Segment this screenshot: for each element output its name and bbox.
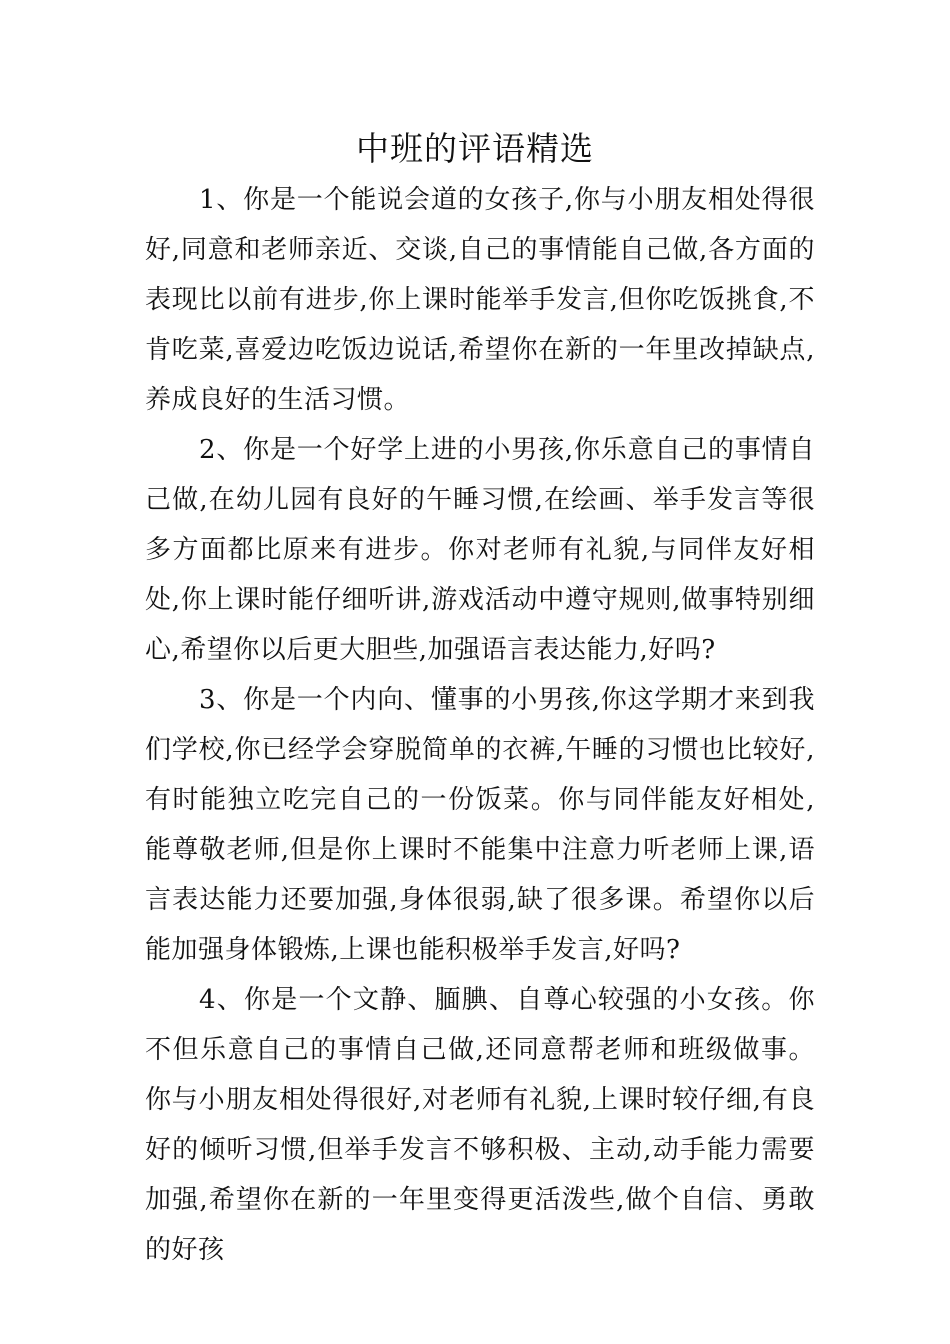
document-body	[145, 175, 815, 1275]
paragraph-1: 1、你是一个能说会道的女孩子,你与小朋友相处得很好,同意和老师亲近、交谈,自己的事情能自己做,各方面的表现比以前有进步,你上课时能举手发言,但你吃饭挑食,不肯吃菜,喜爱边吃饭边说话,希望你在新的一年里改掉缺点,养成良好的生活习惯。	[145, 185, 815, 415]
document-title: 中班的评语精选	[356, 129, 594, 168]
paragraph-2: 2、你是一个好学上进的小男孩,你乐意自己的事情自己做,在幼儿园有良好的午睡习惯,在绘画、举手发言等很多方面都比原来有进步。你对老师有礼貌,与同伴友好相处,你上课时能仔细听讲,游戏活动中遵守规则,做事特别细心,希望你以后更大胆些,加强语言表达能力,好吗?	[145, 435, 815, 665]
paragraph-3: 3、你是一个内向、懂事的小男孩,你这学期才来到我们学校,你已经学会穿脱简单的衣裤,午睡的习惯也比较好,有时能独立吃完自己的一份饭菜。你与同伴能友好相处,能尊敬老师,但是你上课时不能集中注意力听老师上课,语言表达能力还要加强,身体很弱,缺了很多课。希望你以后能加强身体锻炼,上课也能积极举手发言,好吗?	[145, 685, 815, 965]
paragraph-4: 4、你是一个文静、腼腆、自尊心较强的小女孩。你不但乐意自己的事情自己做,还同意帮老师和班级做事。你与小朋友相处得很好,对老师有礼貌,上课时较仔细,有良好的倾听习惯,但举手发言不够积极、主动,动手能力需要加强,希望你在新的一年里变得更活泼些,做个自信、勇敢的好孩	[145, 985, 815, 1265]
